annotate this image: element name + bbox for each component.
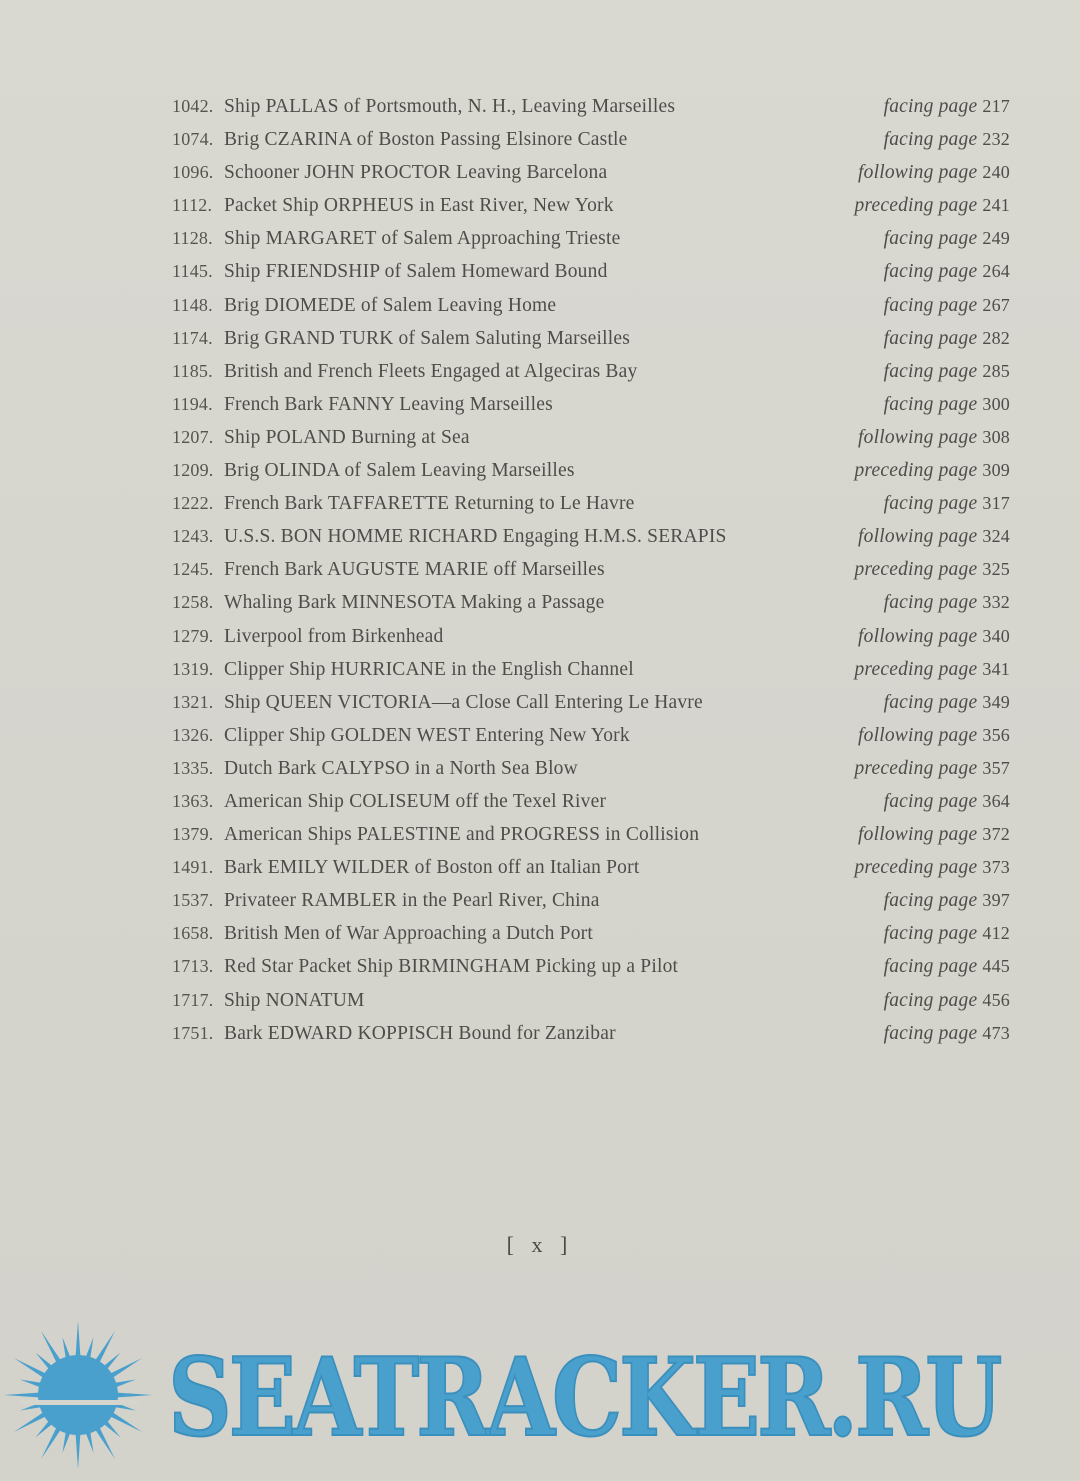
plate-page-number: 217 [982, 96, 1010, 116]
plate-position: facing page [883, 493, 978, 515]
plate-page-number: 332 [982, 592, 1010, 613]
plate-entry [172, 228, 1010, 261]
plate-position: facing page [883, 228, 978, 250]
plate-title: Bark EDWARD KOPPISCH Bound for Zanzibar [224, 1022, 616, 1044]
plate-title: French Bark TAFFARETTE Returning to Le Havre [224, 493, 635, 515]
plate-entry [172, 295, 1010, 328]
plate-number: 1326. [172, 724, 214, 745]
sun-ray [75, 1321, 80, 1359]
plate-position: facing page [883, 923, 978, 945]
plate-title: British and French Fleets Engaged at Algeciras Bay [224, 360, 638, 382]
plate-number: 1258. [172, 592, 214, 613]
plate-title: Clipper Ship GOLDEN WEST Entering New York [224, 724, 630, 746]
sun-ray [4, 1392, 42, 1397]
plate-title: Ship QUEEN VICTORIA—a Close Call Entering Le Havre [224, 691, 703, 713]
plate-entry [172, 857, 1010, 890]
plate-page-reference [884, 923, 1010, 945]
plate-number: 1174. [172, 327, 213, 348]
plate-page-number: 364 [982, 790, 1010, 811]
plate-page-reference [854, 659, 1010, 681]
plate-page-reference [858, 526, 1010, 548]
plate-page-number: 324 [982, 526, 1010, 547]
plate-entry [172, 526, 1010, 559]
plate-page-reference [884, 361, 1010, 383]
plate-number: 1717. [172, 989, 214, 1010]
plate-page-reference [858, 725, 1010, 747]
plate-title: Bark EMILY WILDER of Boston off an Italian Port [224, 857, 640, 879]
plate-position: preceding page [854, 857, 978, 879]
plate-page-number: 282 [982, 327, 1010, 348]
plate-entry [172, 129, 1010, 162]
plate-page-reference [884, 129, 1010, 151]
plate-entry [172, 162, 1010, 195]
plate-title: Liverpool from Birkenhead [224, 625, 444, 647]
plate-page-reference [854, 460, 1010, 482]
plate-title: Brig CZARINA of Boston Passing Elsinore Castle [224, 129, 628, 151]
plate-entry [172, 725, 1010, 758]
plate-position: facing page [883, 327, 978, 349]
plate-number: 1319. [172, 658, 214, 679]
plate-entry [172, 923, 1010, 956]
plate-page-number: 445 [982, 956, 1010, 977]
plate-position: facing page [883, 956, 978, 978]
plate-title: American Ships PALESTINE and PROGRESS in Collision [224, 824, 700, 846]
plate-number: 1243. [172, 526, 214, 547]
plate-page-number: 309 [982, 460, 1010, 481]
plate-page-number: 325 [982, 559, 1010, 580]
sun-logo-icon [0, 1320, 160, 1470]
plate-page-reference [854, 195, 1010, 217]
plate-page-reference [884, 493, 1010, 515]
plate-number: 1363. [172, 790, 214, 811]
plate-page-reference [854, 758, 1010, 780]
plate-entry [172, 626, 1010, 659]
plate-page-number: 357 [982, 757, 1010, 778]
plate-page-reference [858, 162, 1010, 184]
plate-title: American Ship COLISEUM off the Texel River [224, 790, 607, 812]
plate-position: facing page [883, 393, 978, 415]
plate-entry [172, 96, 1010, 129]
plate-number: 1751. [172, 1022, 214, 1043]
plate-number: 1222. [172, 493, 214, 514]
plate-page-reference [854, 559, 1010, 581]
plate-number: 1245. [172, 559, 214, 580]
plate-page-reference [884, 890, 1010, 912]
plate-entry [172, 1023, 1010, 1056]
plate-page-number: 372 [982, 824, 1010, 845]
plate-position: following page [858, 625, 978, 647]
plate-title: Brig OLINDA of Salem Leaving Marseilles [224, 460, 575, 482]
plate-page-reference [884, 394, 1010, 416]
plate-entry [172, 460, 1010, 493]
plate-number: 1491. [172, 857, 214, 878]
plate-entry [172, 758, 1010, 791]
plate-number: 1207. [172, 426, 214, 447]
plate-page-number: 241 [982, 195, 1010, 216]
plate-entry [172, 394, 1010, 427]
plate-title: Ship PALLAS of Portsmouth, N. H., Leaving Marseilles [224, 96, 676, 117]
plate-position: following page [858, 526, 978, 548]
plate-position: facing page [883, 691, 978, 713]
plate-page-reference [884, 592, 1010, 614]
plate-position: following page [858, 162, 978, 184]
plate-number: 1209. [172, 460, 214, 481]
plate-page-reference [884, 295, 1010, 317]
plate-number: 1658. [172, 923, 214, 944]
list-of-plates [172, 96, 1010, 1056]
plate-page-number: 300 [982, 393, 1010, 414]
plate-page-number: 356 [982, 724, 1010, 745]
plate-position: facing page [883, 1022, 978, 1044]
plate-page-reference [884, 1023, 1010, 1045]
plate-page-number: 308 [982, 426, 1010, 447]
plate-title: Brig GRAND TURK of Salem Saluting Marseilles [224, 327, 630, 349]
plate-position: preceding page [854, 460, 978, 482]
plate-number: 1335. [172, 757, 214, 778]
plate-title: Brig DIOMEDE of Salem Leaving Home [224, 294, 557, 316]
sun-ray [75, 1431, 80, 1469]
plate-number: 1128. [172, 228, 213, 249]
plate-entry [172, 824, 1010, 857]
plate-title: Ship FRIENDSHIP of Salem Homeward Bound [224, 261, 608, 283]
plate-entry [172, 559, 1010, 592]
plate-page-number: 373 [982, 857, 1010, 878]
plate-number: 1042. [172, 96, 214, 116]
plate-page-reference [884, 228, 1010, 250]
plate-position: following page [858, 824, 978, 846]
plate-number: 1279. [172, 625, 214, 646]
plate-entry [172, 890, 1010, 923]
plate-title: French Bark FANNY Leaving Marseilles [224, 393, 553, 415]
plate-position: facing page [883, 890, 978, 912]
watermark-text: SEATRACKER.RU [168, 1335, 1000, 1461]
plate-position: preceding page [854, 757, 978, 779]
plate-position: preceding page [854, 658, 978, 680]
plate-number: 1321. [172, 691, 214, 712]
plate-position: following page [858, 724, 978, 746]
plate-number: 1194. [172, 393, 213, 414]
plate-number: 1537. [172, 890, 214, 911]
plate-page-reference [884, 96, 1010, 118]
plate-entry [172, 592, 1010, 625]
plate-entry [172, 427, 1010, 460]
plate-entry [172, 328, 1010, 361]
plate-position: facing page [883, 360, 978, 382]
plate-entry [172, 692, 1010, 725]
plate-page-number: 232 [982, 129, 1010, 150]
plate-position: facing page [883, 592, 978, 614]
plate-position: facing page [883, 790, 978, 812]
plate-title: Ship MARGARET of Salem Approaching Trieste [224, 228, 621, 250]
plate-position: following page [858, 426, 978, 448]
plate-position: facing page [883, 96, 978, 117]
plate-title: Packet Ship ORPHEUS in East River, New York [224, 195, 614, 217]
plate-page-number: 340 [982, 625, 1010, 646]
plate-position: facing page [883, 294, 978, 316]
plate-page-reference [884, 990, 1010, 1012]
plate-title: Dutch Bark CALYPSO in a North Sea Blow [224, 757, 578, 779]
plate-position: facing page [883, 129, 978, 151]
plate-page-reference [884, 328, 1010, 350]
plate-position: facing page [883, 989, 978, 1011]
plate-entry [172, 261, 1010, 294]
plate-number: 1112. [172, 195, 213, 216]
plate-page-reference [858, 427, 1010, 449]
plate-number: 1096. [172, 162, 214, 183]
plate-page-number: 456 [982, 989, 1010, 1010]
plate-page-number: 240 [982, 162, 1010, 183]
plate-page-reference [858, 626, 1010, 648]
plate-page-reference [884, 956, 1010, 978]
plate-page-number: 397 [982, 890, 1010, 911]
plate-page-number: 317 [982, 493, 1010, 514]
plate-position: preceding page [854, 559, 978, 581]
plate-entry [172, 361, 1010, 394]
plate-position: preceding page [854, 195, 978, 217]
plate-page-reference [884, 692, 1010, 714]
page-folio: [ x ] [506, 1232, 574, 1257]
plate-title: Clipper Ship HURRICANE in the English Channel [224, 658, 634, 680]
plate-page-number: 249 [982, 228, 1010, 249]
plate-page-number: 473 [982, 1022, 1010, 1043]
plate-title: British Men of War Approaching a Dutch Port [224, 923, 593, 945]
plate-title: Red Star Packet Ship BIRMINGHAM Picking up a Pilot [224, 956, 679, 978]
plate-number: 1713. [172, 956, 214, 977]
plate-page-number: 285 [982, 360, 1010, 381]
watermark [0, 1320, 1080, 1480]
plate-title: Ship NONATUM [224, 989, 365, 1011]
plate-entry [172, 990, 1010, 1023]
plate-page-reference [884, 261, 1010, 283]
plate-page-reference [858, 824, 1010, 846]
plate-title: U.S.S. BON HOMME RICHARD Engaging H.M.S. SERAPIS [224, 526, 727, 548]
plate-number: 1148. [172, 294, 213, 315]
plate-title: French Bark AUGUSTE MARIE off Marseilles [224, 559, 605, 581]
plate-page-number: 341 [982, 658, 1010, 679]
plate-title: Schooner JOHN PROCTOR Leaving Barcelona [224, 162, 608, 184]
plate-page-number: 349 [982, 691, 1010, 712]
sun-ray [114, 1392, 152, 1397]
plate-title: Privateer RAMBLER in the Pearl River, China [224, 890, 600, 912]
plate-entry [172, 195, 1010, 228]
plate-page-reference [854, 857, 1010, 879]
plate-position: facing page [883, 261, 978, 283]
plate-entry [172, 493, 1010, 526]
plate-page-number: 264 [982, 261, 1010, 282]
plate-title: Ship POLAND Burning at Sea [224, 426, 470, 448]
plate-number: 1379. [172, 824, 214, 845]
plate-entry [172, 659, 1010, 692]
plate-page-number: 267 [982, 294, 1010, 315]
plate-title: Whaling Bark MINNESOTA Making a Passage [224, 592, 605, 614]
plate-entry [172, 956, 1010, 989]
plate-page-reference [884, 791, 1010, 813]
plate-number: 1074. [172, 129, 214, 150]
plate-page-number: 412 [982, 923, 1010, 944]
plate-number: 1145. [172, 261, 213, 282]
plate-entry [172, 791, 1010, 824]
plate-number: 1185. [172, 360, 213, 381]
